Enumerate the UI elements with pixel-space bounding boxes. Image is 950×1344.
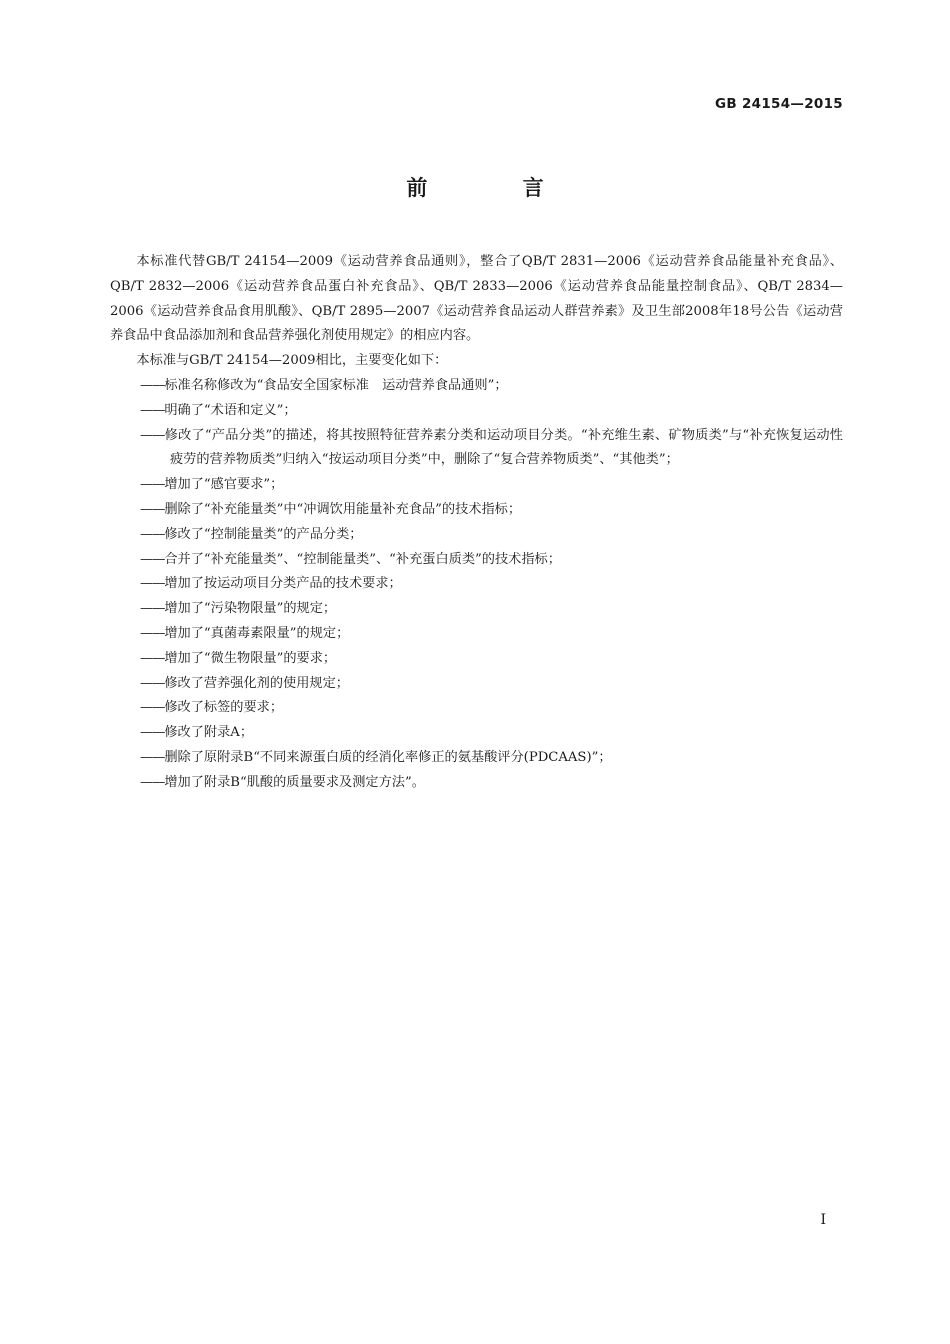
changes-intro-paragraph: 本标准与GB/T 24154—2009相比，主要变化如下： [136,353,448,369]
change-text: 增加了附录B“肌酸的质量要求及测定方法”。 [164,774,425,790]
change-item [110,572,843,597]
page-title: 前 言 [406,176,588,200]
dash-marker: —— [140,749,165,765]
change-text: 增加了“真菌毒素限量”的规定； [164,625,350,641]
dash-marker: —— [140,402,165,418]
change-text: 修改了附录A； [164,725,254,741]
change-item [110,374,843,399]
dash-marker: —— [140,700,165,716]
change-item [110,473,843,498]
dash-marker: —— [140,774,165,790]
change-text: 增加了“污染物限量”的规定； [164,601,337,617]
dash-marker: —— [140,601,165,617]
change-text: 标准名称修改为“食品安全国家标准 运动营养食品通则”； [164,377,508,393]
change-text: 增加了“微生物限量”的要求； [164,650,337,666]
change-text: 修改了“控制能量类”的产品分类； [164,526,363,542]
dash-marker: —— [140,377,165,393]
change-item [110,647,843,672]
intro-paragraph: 本标准代替GB/T 24154—2009《运动营养食品通则》，整合了QB/T 2831—2006《运动营养食品能量补充食品》、QB/T 2832—2006《运动营养食品蛋白补充食品》、QB/T 2833—2006《运动营养食品能量控制食品》、QB/T 2834—2006《运动营养食品食用肌酸》、QB/T 2895—2007《运动营养食品运动人群营养素》及卫生部2008年18号公告《运动营养食品中食品添加剂和食品营养强化剂使用规定》的相应内容。 [110,254,843,344]
change-item [110,424,843,474]
change-text: 删除了原附录B“不同来源蛋白质的经消化率修正的氨基酸评分(PDCAAS)”； [164,749,612,765]
change-text: 修改了“产品分类”的描述，将其按照特征营养素分类和运动项目分类。“补充维生素、矿物质类”与“补充恢复运动性疲劳的营养物质类”归纳入“按运动项目分类”中，删除了“复合营养物质类”、“其他类”； [164,427,843,468]
change-item [110,399,843,424]
change-item [110,696,843,721]
change-text: 删除了“补充能量类”中“冲调饮用能量补充食品”的技术指标； [164,501,522,517]
change-text: 增加了按运动项目分类产品的技术要求； [164,576,402,592]
dash-marker: —— [140,675,165,691]
change-item [110,548,843,573]
change-text: 明确了“术语和定义”； [164,402,297,418]
dash-marker: —— [140,576,165,592]
page-number: I [820,1212,826,1228]
dash-marker: —— [140,427,165,443]
change-text: 修改了营养强化剂的使用规定； [164,675,349,691]
change-text: 修改了标签的要求； [164,700,284,716]
dash-marker: —— [140,650,165,666]
change-item [110,622,843,647]
change-item [110,721,843,746]
dash-marker: —— [140,477,165,493]
dash-marker: —— [140,725,165,741]
document-body [110,250,843,796]
dash-marker: —— [140,526,165,542]
changes-list [110,374,843,796]
dash-marker: —— [140,501,165,517]
change-text: 合并了“补充能量类”、“控制能量类”、“补充蛋白质类”的技术指标； [164,551,561,567]
change-item [110,597,843,622]
dash-marker: —— [140,625,165,641]
change-item [110,771,843,796]
change-text: 增加了“感官要求”； [164,477,284,493]
dash-marker: —— [140,551,165,567]
change-item [110,672,843,697]
change-item [110,498,843,523]
change-item [110,523,843,548]
standard-number: GB 24154—2015 [714,96,843,112]
change-item [110,746,843,771]
